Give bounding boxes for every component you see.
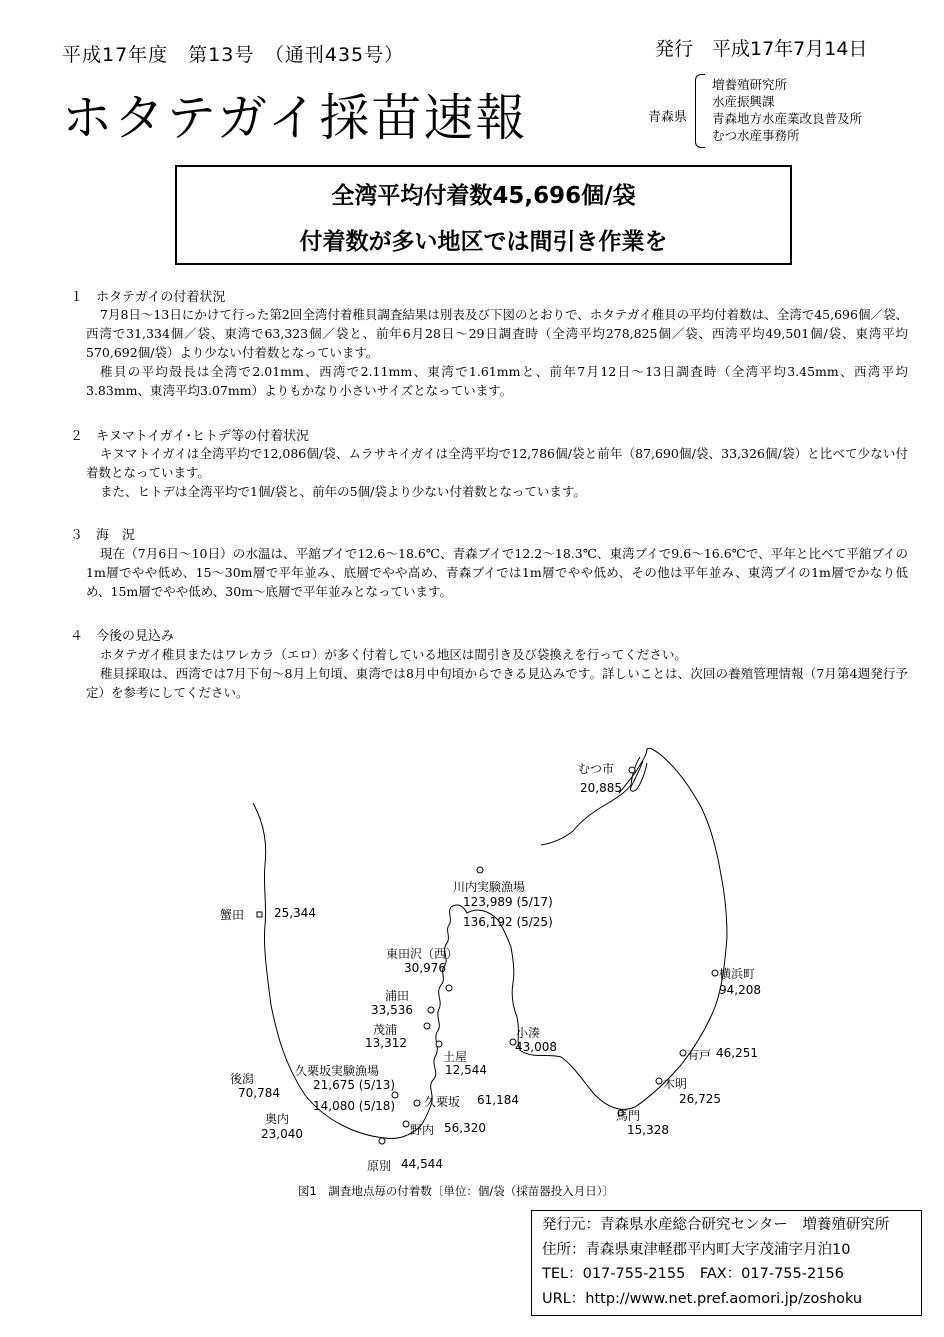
marker-ariido: [680, 1050, 686, 1056]
site-count-kawauchi-1: 123,989 (5/17): [463, 895, 553, 909]
site-count-kurisaka-exp-1: 21,675 (5/13): [313, 1078, 396, 1092]
marker-urata: [428, 1007, 434, 1013]
site-count-kurisaka: 61,184: [477, 1093, 519, 1107]
site-label-mamaya: 馬門: [616, 1109, 641, 1123]
site-count-kanita: 25,344: [274, 906, 316, 920]
marker-tsuchiya: [436, 1041, 442, 1047]
site-count-nonai: 56,320: [444, 1121, 486, 1135]
site-label-mutsu: むつ市: [578, 762, 615, 776]
marker-kurisaka: [414, 1100, 420, 1106]
paragraph: キヌマトイガイは全湾平均で12,086個/袋、ムラサキイガイは全湾平均で12,786個/袋と前年（87,690個/袋、33,326個/袋）と比べて少ない付着数となっています。: [86, 446, 908, 480]
section-body: [86, 305, 908, 400]
org-item: 青森地方水産業改良普及所: [712, 111, 863, 126]
site-count-kurisaka-exp-2: 14,080 (5/18): [313, 1099, 396, 1113]
site-count-ushirogata: 70,784: [238, 1086, 280, 1100]
site-label-kurisaka: 久栗坂: [424, 1095, 461, 1109]
site-label-urata: 浦田: [385, 989, 410, 1003]
section-heading: ３ 海 況: [70, 528, 136, 543]
marker-kanita: [257, 912, 262, 917]
address-line: 住所：青森県東津軽郡平内町大字茂浦字月泊10: [542, 1241, 851, 1258]
site-count-tsuchiya: 12,544: [445, 1063, 487, 1077]
marker-higashitazawa: [446, 985, 452, 991]
paragraph: また、ヒトデは全湾平均で1個/袋と、前年の5個/袋より少ない付着数となっています。: [100, 484, 586, 499]
site-label-kurisaka-exp: 久栗坂実験漁場: [295, 1064, 380, 1078]
page-title: ホタテガイ採苗速報: [62, 89, 528, 147]
site-count-higashitazawa: 30,976: [404, 961, 446, 975]
section-heading: ２ キヌマトイガイ･ヒトデ等の付着状況: [70, 429, 309, 444]
site-label-kimei: 木明: [663, 1077, 688, 1091]
site-count-kawauchi-2: 136,192 (5/25): [463, 915, 553, 929]
site-label-ushirogata: 後潟: [230, 1072, 255, 1086]
section-heading: １ ホタテガイの付着状況: [70, 290, 226, 305]
bay-map: [195, 735, 761, 1180]
headline-line-1: 全湾平均付着数45,696個/袋: [331, 183, 636, 209]
site-label-kawauchi: 川内実験漁場: [453, 880, 526, 894]
site-count-okunai: 23,040: [261, 1127, 303, 1141]
marker-mutsu: [629, 767, 635, 773]
paragraph: 現在（7月6日～10日）の水温は、平舘ブイで12.6～18.6℃、青森ブイで12.2～18.3℃、東湾ブイで9.6～16.6℃で、平年と比べて平舘ブイの1m層でやや低め、15～30m層で平年並み、底層でやや高め、青森ブイでは1m層でやや低め、その他は平年並み、東湾ブイの1m層でかなり低め、15m層でやや低め、30m～底層で平年並みとなっています。: [86, 546, 908, 599]
site-label-okunai: 奥内: [265, 1112, 290, 1126]
site-count-mamaya: 15,328: [627, 1123, 669, 1137]
site-label-kominato: 小湊: [516, 1026, 541, 1040]
headline-line-2: 付着数が多い地区では間引き作業を: [299, 229, 668, 255]
site-count-mutsu: 20,885: [580, 781, 622, 795]
marker-kurisaka-exp: [392, 1092, 398, 1098]
site-count-kimei: 26,725: [679, 1092, 721, 1106]
paragraph: 稚貝の平均殻長は全湾で2.01mm、西湾で2.11mm、東湾で1.61mmと、前年7月12日～13日調査時（全湾平均3.45mm、西湾平均3.83mm、東湾平均3.07mm）よりもかなり小さいサイズとなっています。: [86, 364, 908, 398]
paragraph: 稚貝採取は、西湾では7月下旬～8月上旬頃、東湾では8月中旬頃からできる見込みです。詳しいことは、次回の養殖管理情報（7月第4週発行予定）を参考にしてください。: [86, 666, 908, 700]
marker-nonai: [403, 1121, 409, 1127]
phone-line: TEL：017-755-2155 FAX：017-755-2156: [542, 1266, 844, 1282]
issue-number: 平成17年度 第13号 （通刊435号）: [62, 44, 405, 66]
section-body: [86, 444, 908, 501]
site-count-moura: 13,312: [365, 1036, 407, 1050]
org-item: 増養殖研究所: [712, 77, 788, 92]
site-count-kominato: 43,008: [515, 1040, 557, 1054]
site-label-tsuchiya: 土屋: [443, 1050, 468, 1064]
site-label-moura: 茂浦: [373, 1023, 398, 1037]
org-item: むつ水産事務所: [712, 128, 800, 143]
site-label-kanita: 蟹田: [220, 908, 245, 922]
publisher-line: 発行元：青森県水産総合研究センター 増養殖研究所: [542, 1217, 890, 1233]
marker-kimei: [656, 1078, 662, 1084]
site-label-higashitazawa: 東田沢（西）: [386, 947, 459, 961]
site-count-urata: 33,536: [371, 1003, 413, 1017]
site-label-ariido: 有戸: [687, 1048, 712, 1062]
marker-harabetsu: [379, 1138, 385, 1144]
marker-yokohama: [712, 970, 718, 976]
section-body: [86, 645, 908, 702]
section-heading: ４ 今後の見込み: [70, 629, 175, 644]
org-bracket: [695, 74, 705, 148]
prefecture-label: 青森県: [648, 110, 688, 125]
url-link[interactable]: URL：http://www.net.pref.aomori.jp/zoshoku: [542, 1290, 863, 1307]
site-count-yokohama: 94,208: [719, 983, 761, 997]
paragraph: 7月8日～13日にかけて行った第2回全湾付着稚貝調査結果は別表及び下図のとおりで、ホタテガイ稚貝の平均付着数は、全湾で45,696個／袋、西湾で31,334個／袋、東湾で63,323個／袋と、前年6月28日～29日調査時（全湾平均278,825個／袋、西湾平均49,501個/袋、東湾平均570,692個/袋）より少ない付着数となっています。: [86, 307, 908, 360]
marker-kawauchi: [477, 867, 483, 873]
headline-box: [175, 165, 792, 265]
site-label-harabetsu: 原別: [367, 1159, 392, 1173]
org-item: 水産振興課: [712, 94, 775, 109]
site-label-nonai: 野内: [410, 1123, 435, 1137]
marker-moura: [424, 1023, 430, 1029]
paragraph: ホタテガイ稚貝またはワレカラ（エロ）が多く付着している地区は間引き及び袋換えを行ってください。: [100, 647, 687, 662]
figure-caption: 図1 調査地点毎の付着数〔単位：個/袋（採苗器投入月日）〕: [298, 1184, 614, 1198]
publication-date: 発行 平成17年7月14日: [655, 38, 868, 60]
organization-list: [712, 76, 862, 144]
contact-box: [531, 1210, 922, 1316]
section-body: [86, 544, 908, 601]
site-count-ariido: 46,251: [716, 1046, 758, 1060]
site-count-harabetsu: 44,544: [401, 1157, 443, 1171]
site-label-yokohama: 横浜町: [719, 967, 756, 981]
